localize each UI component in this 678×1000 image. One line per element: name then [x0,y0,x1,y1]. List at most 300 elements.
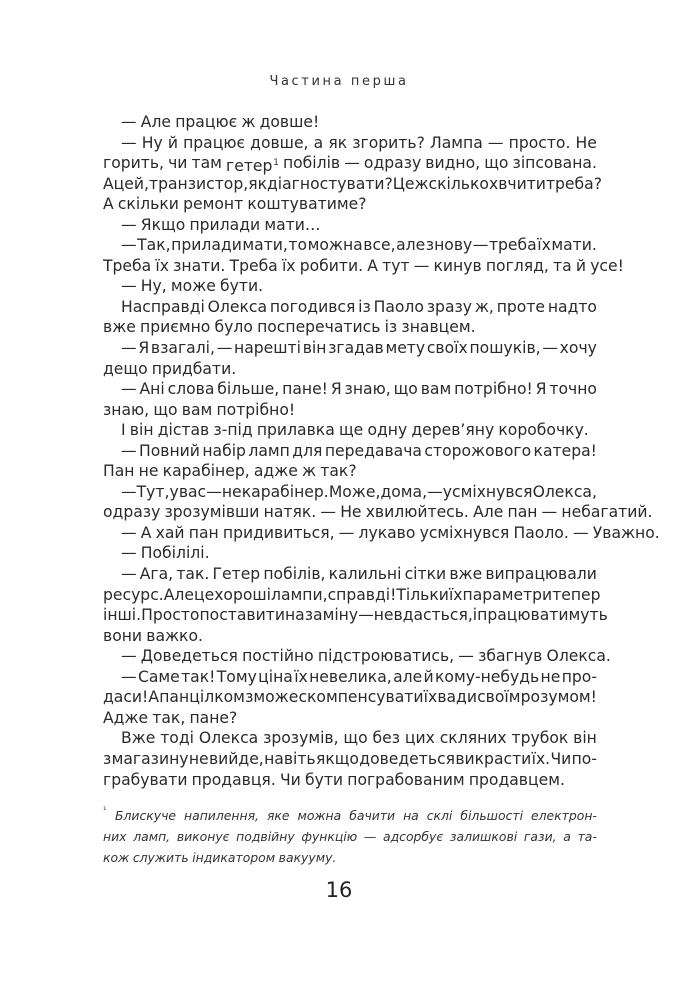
running-header: Частина перша [269,74,409,89]
word: Паоло. [513,523,569,542]
footnote [103,805,597,868]
word: Повний [139,441,200,460]
word: пан [507,503,538,522]
word: їх. [531,749,551,768]
text-line [103,112,597,133]
word: А [103,174,114,193]
word: подвійну [236,829,295,844]
word: заміну [304,606,359,625]
word: трубок [511,729,569,748]
word: кинув [433,256,482,275]
word: для [292,441,323,460]
word: якщо [315,749,359,768]
word: коштуватиме? [247,195,367,214]
word: Я [138,339,150,358]
word: одразу [363,154,422,173]
word: скількох [428,174,499,193]
text-line [103,174,602,195]
text-line [103,708,597,729]
word: можна [307,236,363,255]
word: адсорбує [382,829,444,844]
word: вони [103,626,143,645]
word: карабінер. [241,482,329,501]
word: треба? [545,174,602,193]
word: невелика, [309,667,392,686]
word: це [193,585,215,604]
word: приємно [140,318,211,337]
word: — [363,829,377,844]
word: кож [103,850,130,865]
word: продавцем. [468,770,565,789]
word: й [167,133,178,152]
word: пограбованим [347,770,465,789]
word: робити. [299,256,364,275]
word: Це [392,174,415,193]
word: вийде, [208,749,264,768]
word: Ані [139,380,165,399]
word: хвилюйтесь. [365,503,469,522]
word: важко. [146,626,203,645]
word: що [153,400,178,419]
word: — [121,236,137,255]
word: проте [496,297,545,316]
footnote-line [103,826,597,847]
word: одну [367,421,408,440]
word: бачити [349,808,396,823]
word: збагнув [478,647,543,666]
word: але [396,236,426,255]
word: — [121,565,137,584]
word: Я [535,380,547,399]
word: було [214,318,253,337]
word: ж [302,462,317,481]
word: справді! [327,585,397,604]
word: — [472,236,489,255]
word: Вже [121,729,156,748]
word: Саме [137,667,180,686]
word: про- [561,667,597,686]
word: Ну [141,133,163,152]
word: більше, [217,380,280,399]
text-line [103,256,624,277]
word: їх [281,256,296,275]
word: поставити [199,606,285,625]
word: працює [175,113,238,131]
word: скляних [439,729,507,748]
word: одразу [103,503,161,522]
word: мати, [242,236,288,255]
word: мати… [264,215,321,234]
word: ж [414,174,429,193]
word: сітки [404,565,447,584]
word: їх [448,585,463,604]
word: нарешті [234,339,301,358]
word: Ну, [140,277,167,296]
word: потрібно! [454,380,533,399]
word: а [563,829,571,844]
word: як [248,174,268,193]
word: погляд, [485,256,549,275]
word: даси! [103,688,149,707]
word: зможе [245,688,299,707]
word: — [427,482,443,501]
word: зрозумівши [164,503,260,522]
word: ще [338,421,364,440]
word: — [358,606,374,625]
word: пане! [282,380,328,399]
text-line [103,400,597,421]
text-line [103,359,597,380]
word: катера! [533,441,597,460]
text-line [103,379,597,400]
word: ж [241,113,256,131]
word: та- [577,829,597,844]
word: він [302,339,327,358]
word: кому-небудь [435,667,540,686]
text-line [103,441,597,462]
word: не [540,667,561,686]
word: мати. [551,236,597,255]
word: пошуків, [469,339,541,358]
word: знавцем. [401,318,476,337]
word: цей, [113,174,149,193]
word: Чи [279,770,301,789]
word: й [575,256,587,275]
word: він [129,421,154,440]
word: ціна [258,667,293,686]
word: на [284,606,305,625]
word: Просто [141,606,200,625]
word: калильні [328,565,402,584]
footnote-line [103,805,597,826]
word: Паоло [373,297,424,316]
word: — [487,133,504,152]
word: знаю, [344,380,391,399]
word: індикатором [192,850,276,865]
footnote-reference[interactable]: 1 [273,158,279,169]
word: Гетер [212,565,261,584]
word: — [413,256,430,275]
word: більшості [460,808,524,823]
word: коробочку. [498,421,589,440]
word: придивиться, [222,523,335,542]
word: Олекса [207,297,268,316]
word: А [148,688,160,707]
word: Олекса, [532,482,597,501]
word: вади [437,688,477,707]
word: виконує [176,829,230,844]
word: тепер [552,585,601,604]
word: бути [304,770,344,789]
word: Уважно. [592,523,660,542]
word: посперечатись [257,318,381,337]
text-line [103,605,608,626]
word: пан [188,523,219,542]
word: знаю, [103,400,150,419]
word: — [121,380,137,399]
word: І [121,421,126,440]
word: усміхнувся [419,523,510,542]
word: — [458,647,474,666]
word: скільки [117,195,179,214]
word: ламп, [133,829,171,844]
text-line [103,543,597,564]
word: прилади [189,215,261,234]
word: він [573,729,597,748]
word: чи [168,154,188,173]
word: Треба [229,256,278,275]
word: сторожового [424,441,532,460]
word: магазину [111,749,189,768]
text-line [103,667,597,688]
word: дістав [157,421,210,440]
word: зіпсована. [512,154,597,173]
word: знову [425,236,473,255]
word: — [121,215,137,234]
word: що [343,729,368,748]
text-line [103,235,597,256]
word: карабінер, [162,462,250,481]
word: але [393,667,423,686]
footnote-line [103,847,597,868]
word: Але [140,113,172,131]
word: так? [320,462,357,481]
word: їх [537,236,551,255]
word: склі [426,808,453,823]
word: може [170,277,216,296]
text-line [103,564,597,585]
word: Доведеться [140,647,238,666]
word: натяк. [263,503,317,522]
word: вже [449,565,483,584]
word: мету [385,339,426,358]
word: дерев’яну [411,421,495,440]
word: дома, [380,482,428,501]
word: А [103,195,114,214]
text-line [103,133,597,154]
word: Тому [216,667,257,686]
word: вже [103,318,136,337]
word: залишкові [449,829,518,844]
text-line [103,502,653,523]
text-line [103,153,597,174]
text-line [103,687,597,708]
word: Може, [328,482,381,501]
word: побілів, [263,565,326,584]
word: параметри [462,585,553,604]
word: все, [363,236,396,255]
text-line [103,728,597,749]
word: хай [155,523,185,542]
word: що [484,154,509,173]
word: своїх [426,339,468,358]
word: — [542,339,558,358]
word: їх [155,256,169,275]
word: цих [404,729,435,748]
word: Побілілі. [140,544,210,563]
word: — [206,482,222,501]
word: у [169,482,179,501]
text-line [103,482,597,503]
word: придбати. [151,359,237,378]
word: взагалі, [150,339,215,358]
word: та [553,256,572,275]
word: — [541,503,558,522]
word: Адже [103,708,149,727]
word: доведеться [359,749,455,768]
word: — [121,133,137,152]
word: усміхнувся [442,482,533,501]
word: знати. [173,256,226,275]
word: з-під [213,421,253,440]
text-line [103,215,597,236]
word: гетер$^1$ [226,157,279,176]
word: цілком [189,688,245,707]
word: інші. [103,606,142,625]
word: з [103,749,112,768]
word: із [384,318,398,337]
word: А [140,523,152,542]
word: діагностувати? [267,174,393,193]
word: — [572,523,589,542]
word: вчити [498,174,546,193]
word: — [216,339,233,358]
word: лукаво [358,523,416,542]
word: то [288,236,308,255]
word: передавача [324,441,422,460]
word: гази, [523,829,557,844]
word: своїм [477,688,521,707]
word: Не [575,133,597,152]
word: яке [266,808,290,823]
word: і [472,606,478,625]
word: із [358,297,371,316]
word: вакууму. [278,850,337,865]
word: видно, [425,154,481,173]
word: викрасти [455,749,532,768]
word: згорить? [352,133,425,152]
word: що [393,380,418,399]
word: — [121,277,137,296]
main-text [103,112,660,790]
word: скомпенсувати [298,688,424,707]
word: — [338,523,355,542]
word: — [121,482,137,501]
word: Але [473,503,504,522]
word: — [121,544,137,563]
word: дещо [103,359,148,378]
word: Насправді [121,297,205,316]
word: усе! [590,256,624,275]
text-line [103,646,611,667]
text-line [103,461,597,482]
word: вам [420,380,452,399]
word: Тут, [136,482,170,501]
word: побілів [282,154,341,173]
word: електрон- [531,808,597,823]
text-line [103,523,660,544]
word: працює [183,133,246,152]
word: Лампа [429,133,483,152]
word: можна [297,808,342,823]
word: напилення, [184,808,259,823]
word: просто. [508,133,571,152]
word: Але [163,585,194,604]
word: пан [159,688,190,707]
word: Чи [550,749,572,768]
word: так! [181,667,216,686]
text-line [103,297,597,318]
word: погодився [269,297,356,316]
word: вас [178,482,207,501]
word: Так, [137,236,171,255]
word: так, [152,708,186,727]
word: й [423,667,434,686]
word: їх [294,667,308,686]
word: там [191,154,222,173]
word: ламп [248,441,290,460]
text-line [103,770,597,791]
page-number: 16 [325,878,353,902]
word: вдасться, [393,606,473,625]
word: тут [382,256,410,275]
word: А [367,256,378,275]
word: прилавка [256,421,335,440]
word: довше! [259,113,320,131]
word: — [121,441,137,460]
text-line [103,420,597,441]
word: служить [132,850,189,865]
word: не [221,482,242,501]
word: функцію [301,829,358,844]
word: ремонт [183,195,244,214]
word: Олекса [198,729,259,748]
word: небагатий. [561,503,653,522]
word: — [344,154,360,173]
word: зрозумів, [263,729,339,748]
word: пане? [189,708,238,727]
text-line [103,338,597,359]
word: — [121,113,137,131]
footnote-marker: ¹ [103,806,107,816]
word: згадав [328,339,384,358]
word: Олекса. [546,647,611,666]
word: зразу [426,297,473,316]
word: — [121,523,137,542]
word: Я [330,380,342,399]
word: прилади [171,236,242,255]
word: адже [253,462,298,481]
text-line [103,626,597,647]
word: вам [181,400,213,419]
word: а [313,133,324,152]
word: бути. [220,277,264,296]
word: хочу [559,339,597,358]
word: — [121,339,137,358]
word: — [320,503,336,522]
word: Пан [103,462,135,481]
word: постійно [242,647,314,666]
word: по- [571,749,597,768]
word: тоді [160,729,194,748]
word: Якщо [140,215,186,234]
word: транзистор, [148,174,249,193]
word: не [138,462,159,481]
word: працюватимуть [477,606,608,625]
text-line [103,276,597,297]
word: Ага, [139,565,174,584]
word: на [403,808,419,823]
